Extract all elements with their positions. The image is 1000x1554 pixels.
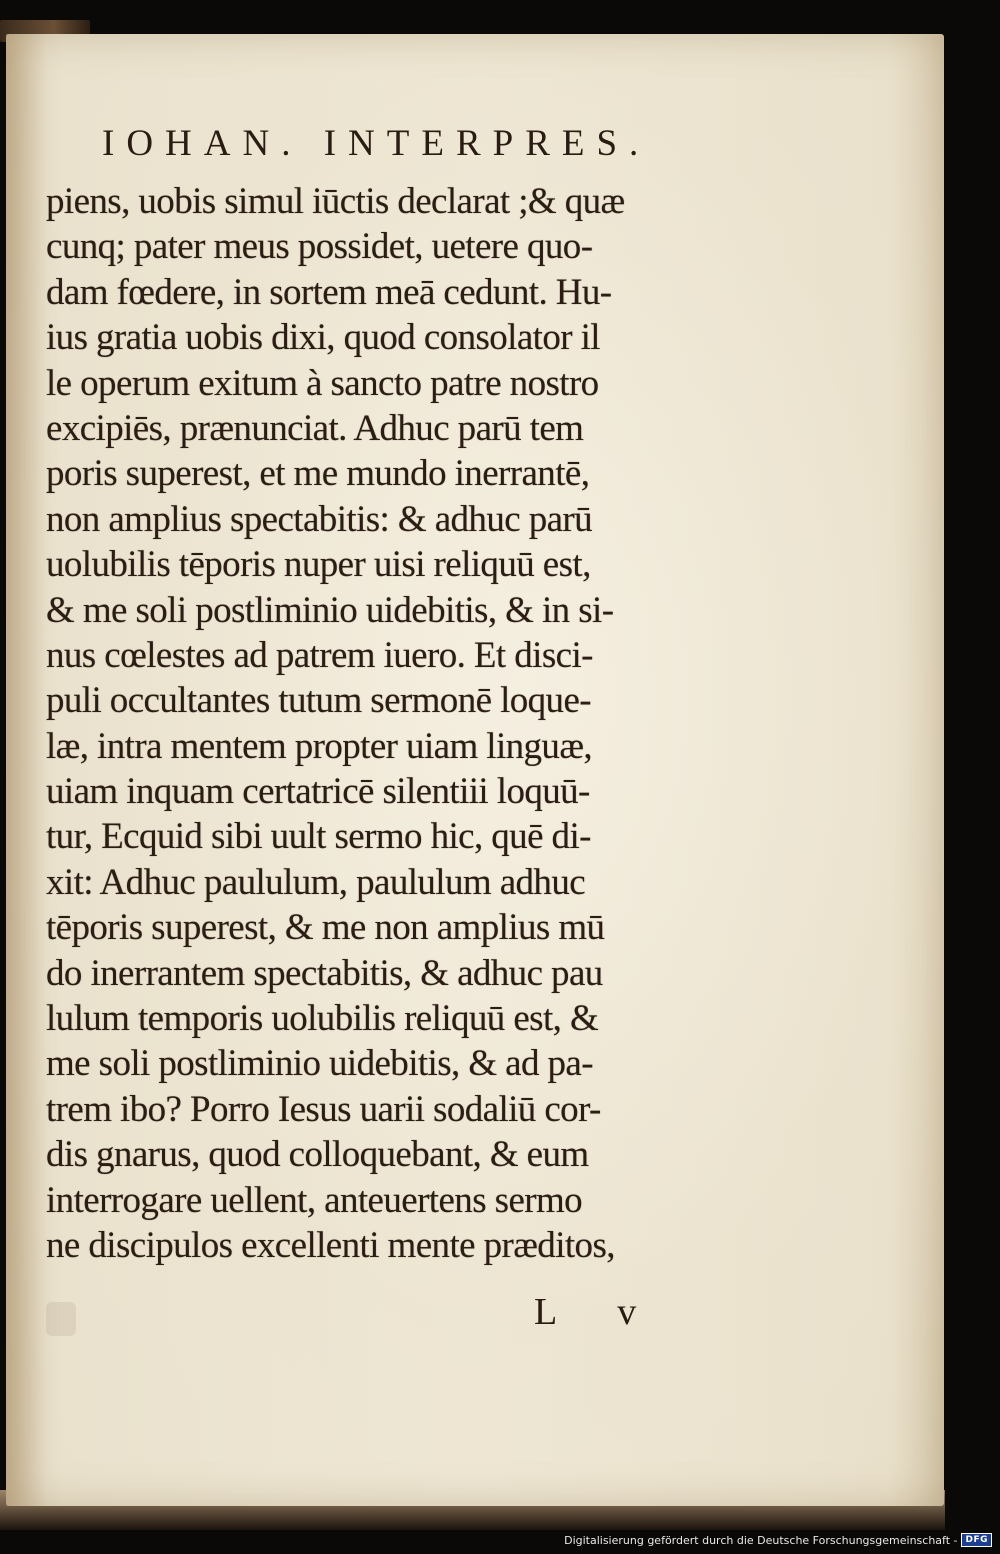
text-line: trem ibo? Porro Iesus uarii sodaliū cor-: [46, 1088, 601, 1130]
dfg-credit-text: Digitalisierung gefördert durch die Deutsche Forschungsgemeinschaft -: [564, 1533, 958, 1547]
text-line: læ, intra mentem propter uiam linguæ,: [46, 725, 593, 767]
text-line: lulum temporis uolubilis reliquū est, &: [46, 998, 599, 1040]
text-line: le operum exitum à sancto patre nostro: [46, 362, 599, 404]
text-line: excipiēs, prænunciat. Adhuc parū tem: [46, 407, 584, 449]
running-head: IOHAN. INTERPRES.: [102, 123, 651, 164]
text-line: dam fœdere, in sortem meā cedunt. Hu-: [46, 271, 612, 313]
text-line: ne discipulos excellenti mente præditos,: [46, 1224, 615, 1266]
text-line: & me soli postliminio uidebitis, & in si-: [46, 589, 614, 631]
dfg-credit: [564, 1532, 992, 1548]
text-line: interrogare uellent, anteuertens sermo: [46, 1179, 583, 1221]
text-line: dis gnarus, quod colloquebant, & eum: [46, 1134, 589, 1176]
text-line: cunq; pater meus possidet, uetere quo-: [46, 226, 593, 268]
book-page: [6, 34, 944, 1506]
text-line: me soli postliminio uidebitis, & ad pa-: [46, 1043, 593, 1085]
text-line: uiam inquam certatricē silentiii loquū-: [46, 771, 590, 813]
text-line: piens, uobis simul iūctis declarat ;& quæ: [46, 181, 625, 222]
text-line: tur, Ecquid sibi uult sermo hic, quē di-: [46, 816, 591, 858]
dfg-logo-icon: DFG: [961, 1533, 992, 1547]
text-line: tēporis superest, & me non amplius mū: [46, 907, 605, 949]
text-line: non amplius spectabitis: & adhuc parū: [46, 498, 593, 540]
text-line: nus cœlestes ad patrem iuero. Et disci-: [46, 634, 593, 676]
signature-mark: L v: [534, 1291, 663, 1333]
text-line: xit: Adhuc paululum, paululum adhuc: [46, 861, 586, 903]
text-line: do inerrantem spectabitis, & adhuc pau: [46, 952, 603, 994]
text-line: uolubilis tēporis nuper uisi reliquū est,: [46, 544, 591, 586]
text-line: ius gratia uobis dixi, quod consolator il: [46, 317, 600, 359]
text-line: puli occultantes tutum sermonē loque-: [46, 680, 591, 722]
text-line: poris superest, et me mundo inerrantē,: [46, 453, 590, 495]
page-gutter-shadow: [6, 34, 46, 1506]
ink-show-through: [46, 1302, 76, 1336]
text-block: [46, 179, 686, 1268]
